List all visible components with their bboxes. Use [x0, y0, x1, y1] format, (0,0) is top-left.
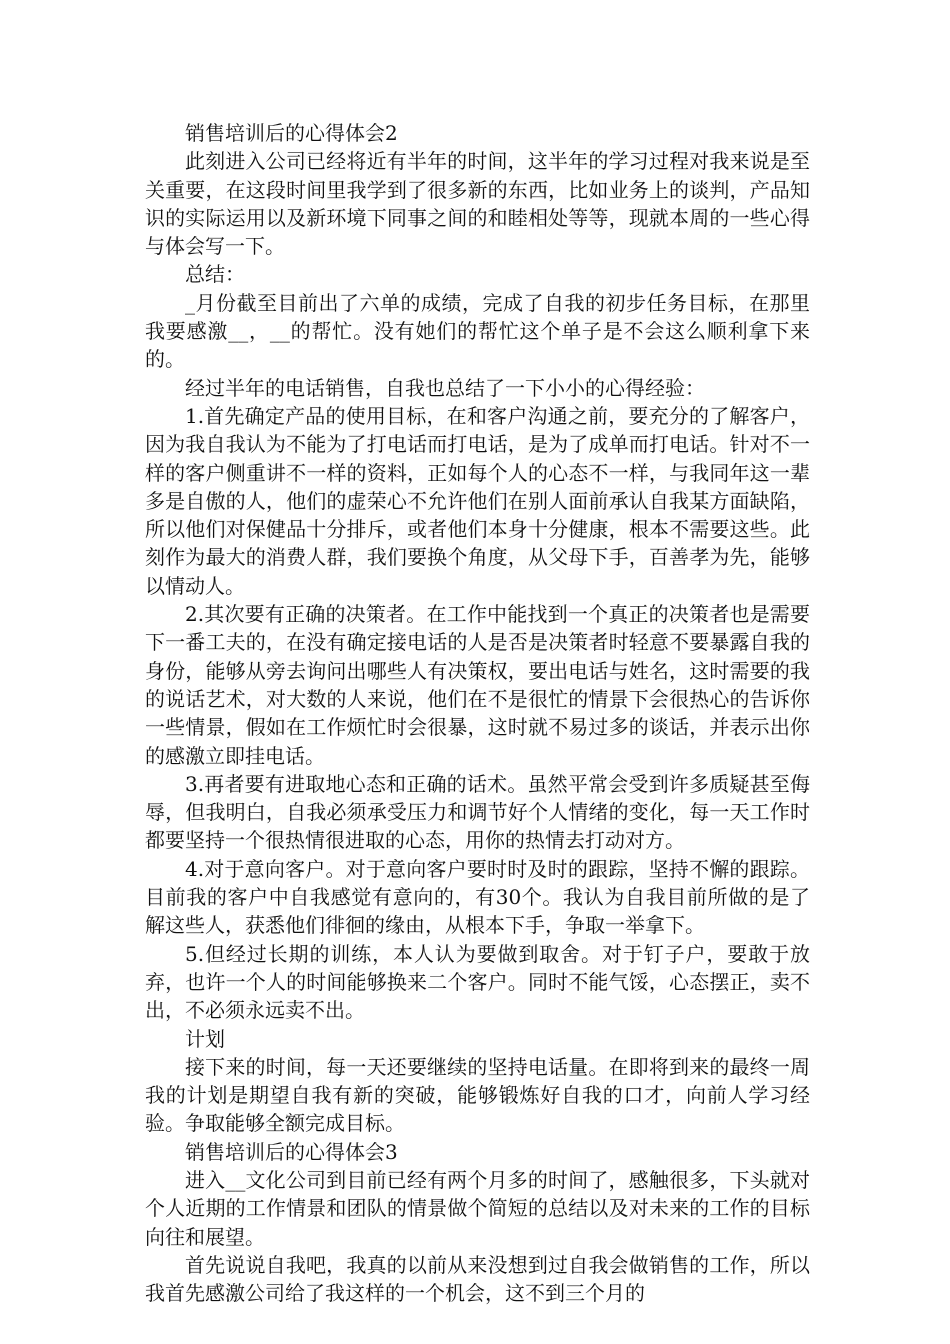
- list-item: 4.对于意向客户。对于意向客户要时时及时的跟踪，坚持不懈的跟踪。目前我的客户中自我感觉有意向的，有30个。我认为自我目前所做的是了解这些人，获悉他们徘徊的缘由，从根本下手，争取一举拿下。: [145, 856, 810, 938]
- paragraph: _月份截至目前出了六单的成绩，完成了自我的初步任务目标，在那里我要感激__，__的帮忙。没有她们的帮忙这个单子是不会这么顺利拿下来的。: [145, 290, 810, 372]
- list-item: 2.其次要有正确的决策者。在工作中能找到一个真正的决策者也是需要下一番工夫的，在没有确定接电话的人是否是决策者时轻意不要暴露自我的身份，能够从旁去询问出哪些人有决策权，要出电话与姓名，这时需要的我的说话艺术，对大数的人来说，他们在不是很忙的情景下会很热心的告诉你一些情景，假如在工作烦忙时会很暴，这时就不易过多的谈话，并表示出你的感激立即挂电话。: [145, 602, 810, 768]
- section-heading: 销售培训后的心得体会3: [185, 1139, 398, 1164]
- paragraph: 进入__文化公司到目前已经有两个月多的时间了，感触很多，下头就对个人近期的工作情景和团队的情景做个简短的总结以及对未来的工作的目标向往和展望。: [145, 1167, 810, 1249]
- paragraph: 接下来的时间，每一天还要继续的坚持电话量。在即将到来的最终一周我的计划是期望自我有新的突破，能够锻炼好自我的口才，向前人学习经验。争取能够全额完成目标。: [145, 1054, 810, 1136]
- list-item: 5.但经过长期的训练，本人认为要做到取舍。对于钉子户，要敢于放弃，也许一个人的时间能够换来二个客户。同时不能气馁，心态摆正，卖不出，不必须永远卖不出。: [145, 941, 810, 1023]
- section-heading: 销售培训后的心得体会2: [185, 121, 398, 145]
- paragraph: 经过半年的电话销售，自我也总结了一下小小的心得经验：: [185, 375, 705, 400]
- document-body: [145, 119, 810, 1307]
- paragraph: 首先说说自我吧，我真的以前从来没想到过自我会做销售的工作，所以我首先感激公司给了我这样的一个机会，这不到三个月的: [145, 1252, 810, 1306]
- list-item: 3.再者要有进取地心态和正确的话术。虽然平常会受到许多质疑甚至侮辱，但我明白，自我必须承受压力和调节好个人情绪的变化，每一天工作时都要坚持一个很热情很进取的心态，用你的热情去打动对方。: [145, 771, 810, 853]
- list-item: 1.首先确定产品的使用目标，在和客户沟通之前，要充分的了解客户，因为我自我认为不能为了打电话而打电话，是为了成单而打电话。针对不一样的客户侧重讲不一样的资料，正如每个人的心态不一样，与我同年这一辈多是自傲的人，他们的虚荣心不允许他们在别人面前承认自我某方面缺陷，所以他们对保健品十分排斥，或者他们本身十分健康，根本不需要这些。此刻作为最大的消费人群，我们要换个角度，从父母下手，百善孝为先，能够以情动人。: [145, 403, 810, 598]
- section-label-summary: 总结：: [185, 262, 245, 287]
- paragraph: 此刻进入公司已经将近有半年的时间，这半年的学习过程对我来说是至关重要，在这段时间里我学到了很多新的东西，比如业务上的谈判，产品知识的实际运用以及新环境下同事之间的和睦相处等等，现就本周的一些心得与体会写一下。: [145, 149, 810, 259]
- section-label-plan: 计划: [185, 1026, 225, 1051]
